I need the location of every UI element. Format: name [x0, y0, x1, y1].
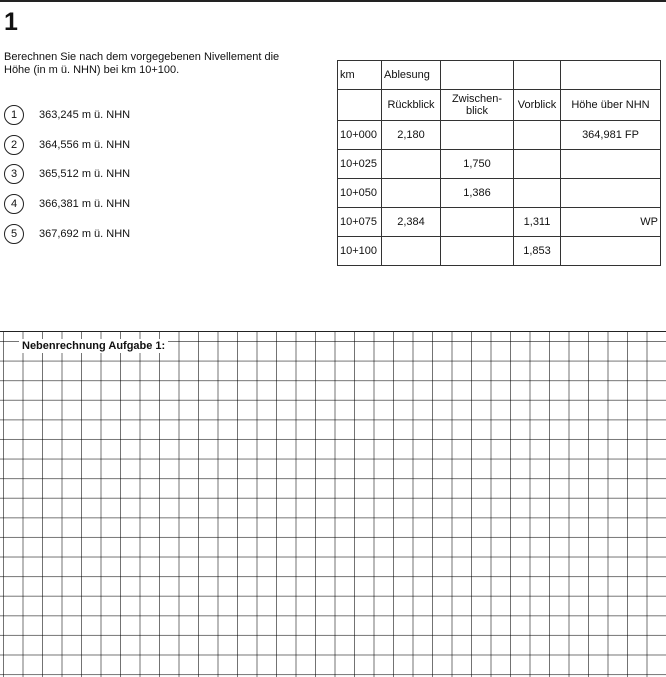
- answer-option-2[interactable]: [4, 134, 130, 156]
- header-ablesung: Ablesung: [382, 61, 441, 90]
- answer-option-4[interactable]: [4, 193, 130, 215]
- cell-vorblick: [514, 121, 561, 150]
- table-header-row: [338, 61, 661, 90]
- cell-zwischenblick: [441, 208, 514, 237]
- answer-option-3[interactable]: [4, 163, 130, 185]
- cell-km: 10+100: [338, 237, 382, 266]
- leveling-table: [337, 60, 661, 266]
- answer-option-1[interactable]: [4, 104, 130, 126]
- question-line-1: Berechnen Sie nach dem vorgegebenen Nivellement die: [4, 51, 280, 63]
- cell-zwischenblick: [441, 237, 514, 266]
- question-line-2: Höhe (in m ü. NHN) bei km 10+100.: [4, 64, 180, 76]
- cell-vorblick: [514, 150, 561, 179]
- cell-zwischenblick: 1,386: [441, 179, 514, 208]
- cell-km: 10+025: [338, 150, 382, 179]
- cell-vorblick: [514, 179, 561, 208]
- cell-rueckblick: 2,180: [382, 121, 441, 150]
- header-zwischenblick-line-2: blick: [465, 105, 488, 117]
- option-number-badge: 1: [4, 105, 24, 125]
- cell-hoehe: [561, 150, 661, 179]
- table-row: [338, 237, 661, 266]
- cell-rueckblick: [382, 150, 441, 179]
- header-empty: [441, 61, 514, 90]
- cell-zwischenblick: [441, 121, 514, 150]
- top-rule: [0, 0, 666, 2]
- option-number-badge: 3: [4, 164, 24, 184]
- cell-hoehe: WP: [561, 208, 661, 237]
- cell-km: 10+050: [338, 179, 382, 208]
- task-number: 1: [4, 8, 18, 36]
- question-text: [4, 51, 324, 77]
- scratch-grid-label: Nebenrechnung Aufgabe 1:: [19, 339, 168, 353]
- cell-vorblick: 1,311: [514, 208, 561, 237]
- cell-rueckblick: 2,384: [382, 208, 441, 237]
- cell-vorblick: 1,853: [514, 237, 561, 266]
- table-row: [338, 150, 661, 179]
- header-vorblick: Vorblick: [514, 90, 561, 121]
- answer-option-5[interactable]: [4, 223, 130, 245]
- option-number-badge: 4: [4, 194, 24, 214]
- header-empty: [514, 61, 561, 90]
- table-row: [338, 179, 661, 208]
- cell-km: 10+000: [338, 121, 382, 150]
- cell-hoehe: 364,981 FP: [561, 121, 661, 150]
- option-text: 366,381 m ü. NHN: [39, 198, 131, 210]
- option-number-badge: 5: [4, 224, 24, 244]
- option-text: 363,245 m ü. NHN: [39, 109, 131, 121]
- option-number-badge: 2: [4, 135, 24, 155]
- header-hoehe: Höhe über NHN: [561, 90, 661, 121]
- cell-zwischenblick: 1,750: [441, 150, 514, 179]
- cell-km: 10+075: [338, 208, 382, 237]
- option-text: 365,512 m ü. NHN: [39, 168, 131, 180]
- cell-hoehe: [561, 237, 661, 266]
- table-subheader-row: [338, 90, 661, 121]
- option-text: 367,692 m ü. NHN: [39, 228, 131, 240]
- table-row: [338, 121, 661, 150]
- cell-hoehe: [561, 179, 661, 208]
- table-row: [338, 208, 661, 237]
- scratch-grid[interactable]: [0, 331, 666, 677]
- cell-rueckblick: [382, 179, 441, 208]
- header-zwischenblick: [441, 90, 514, 121]
- header-zwischenblick-line-1: Zwischen-: [451, 93, 503, 105]
- subheader-empty: [338, 90, 382, 121]
- option-text: 364,556 m ü. NHN: [39, 139, 131, 151]
- header-empty: [561, 61, 661, 90]
- header-km: km: [338, 61, 382, 90]
- header-rueckblick: Rückblick: [382, 90, 441, 121]
- cell-rueckblick: [382, 237, 441, 266]
